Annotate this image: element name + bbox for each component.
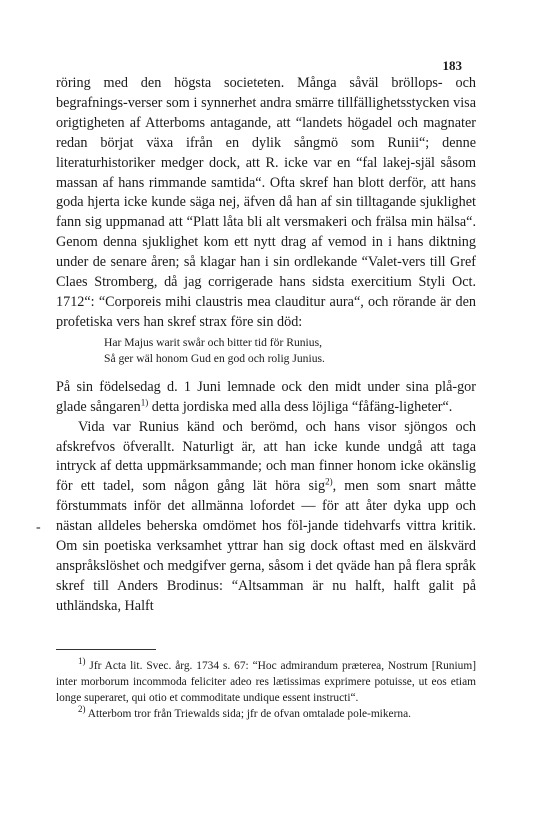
main-text: [56, 74, 476, 617]
paragraph-2-text-a: På sin födelsedag d. 1 Juni lemnade ock den midt under sina plå-gor glade sångaren: [56, 378, 476, 415]
verse-line-1: Har Majus warit swår och bitter tid för Runius,: [104, 335, 322, 349]
verse-block: [56, 335, 476, 368]
paragraph-3-text-a: Vida var Runius känd och berömd, och hans visor sjöngos och afskrefvos öfverallt. Naturligt är, att han icke kunde undgå att taga intryck af detta uppmärksammande; och man finner honom icke okänslig för ett tadel, som någon gång lät höra sig: [56, 418, 476, 495]
footnotes: [56, 658, 476, 722]
footnote-2-text: Atterbom tror från Triewalds sida; jfr de ofvan omtalade pole-mikerna.: [85, 708, 411, 720]
paragraph-1: röring med den högsta societeten. Många såväl bröllops- och begrafnings-verser som i synnerhet andra smärre tillfällighetsstycken visa origtigheten af Atterboms antagande, att “landets högadel och magnater redan börjat växa ifrån en dylik sångmö som Runii“; denne literaturhistoriker medger dock, att R. icke var en “fal lakej-själ såsom massan af hans rimmande samtida“. Ofta skref han blott derför, att hans goda hjerta icke kunde säga nej, äfven då han af sin tilltagande sjuklighet fann sig uppmanad att “Platt låta bli alt versmakeri och frälsa min hälsa“. Genom denna sjuklighet kom ett nytt drag af vemod in i hans diktning under de senare åren; så klagar han i sin ordlekande “Valet-vers till Gref Claes Stromberg, då jag corrigerade hans sidsta exercitium Styli Oct. 1712“: “Corporeis mihi claustris mea clauditur aura“, och rörande är den profetiska vers han skref strax före sin död:: [56, 75, 476, 330]
footnote-2: [56, 706, 476, 722]
verse-line-2: Så ger wäl honom Gud en god och rolig Junius.: [104, 352, 325, 366]
footnote-1-marker: 1): [78, 656, 86, 667]
footnote-1: [56, 658, 476, 706]
footnote-ref-2: 2): [325, 476, 333, 487]
margin-mark: -: [36, 520, 41, 535]
footnote-2-marker: 2): [78, 704, 86, 715]
paragraph-2-text-b: detta jordiska med alla dess löjliga “fåfäng-ligheter“.: [148, 398, 453, 415]
page-number: 183: [442, 58, 462, 73]
paragraph-3-text-b: , men som snart måtte förstummats inför det allmänna lofordet — för att åter dyka upp och nästan alldeles beherska omdömet hos föl-jande tidehvarfs vittra kritik. Om sin poetiska verksamhet yttrar han sig dock oftast med en älskvärd anspråkslöshet och medgifver gerna, såsom i det qväde han på flera språk skref till Anders Brodinus: “Altsamman är nu halft, halft galit på uthländska, Halft: [56, 478, 476, 614]
footnote-divider: [56, 649, 156, 650]
paragraph-2: [56, 378, 476, 418]
footnote-1-text: Jfr Acta lit. Svec. årg. 1734 s. 67: “Hoc admirandum præterea, Nostrum [Runium] inter morborum incommoda feliciter adeo res lætissimas exprimere potuisse, ut eos etiam longe superaret, qui otio et commoditate undique essent instructi“.: [56, 660, 476, 704]
paragraph-3: [56, 418, 476, 617]
footnote-ref-1: 1): [140, 396, 149, 407]
